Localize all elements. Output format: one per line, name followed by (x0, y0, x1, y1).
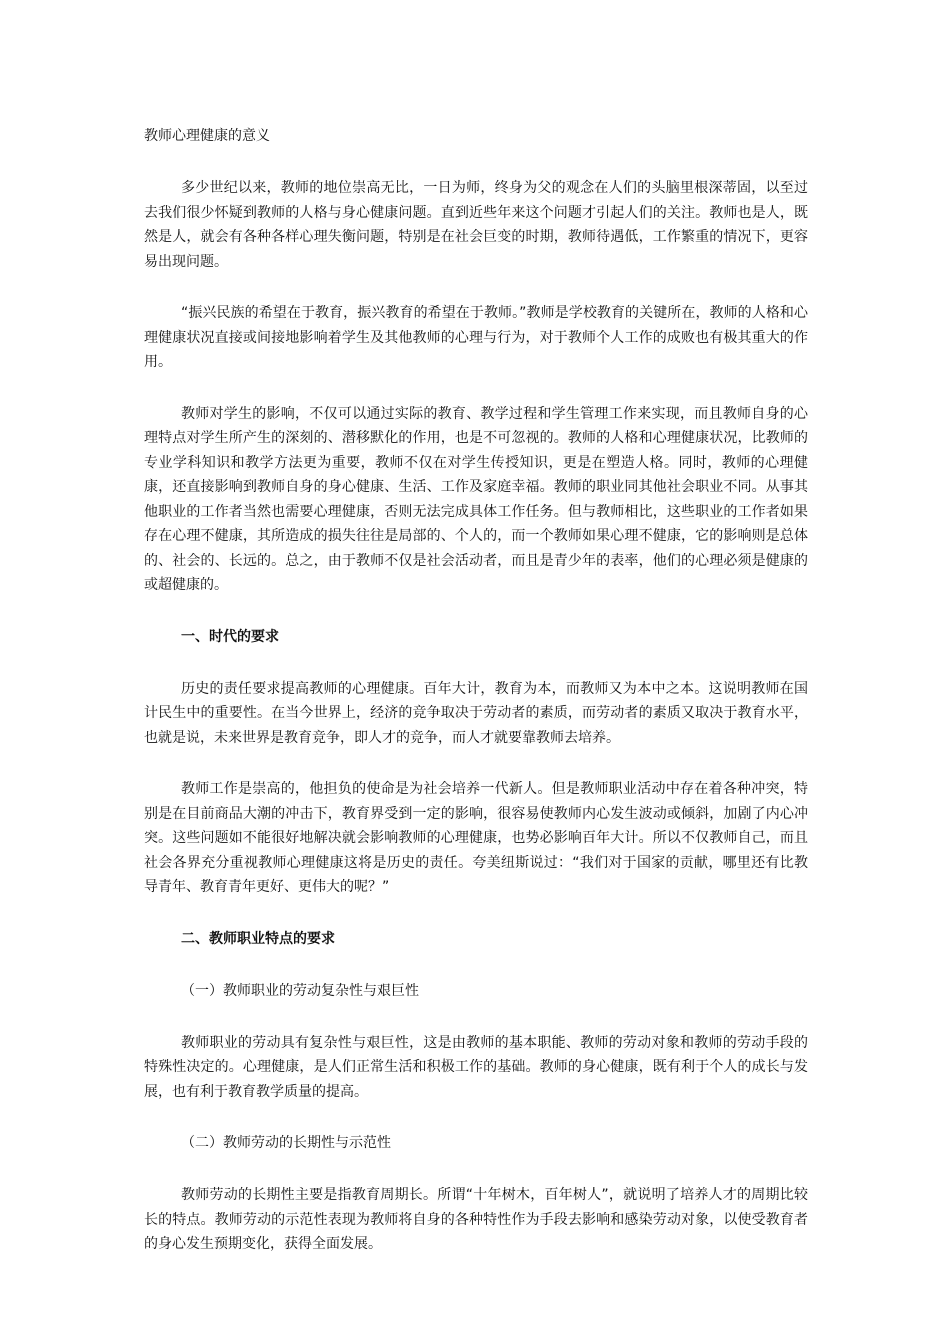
paragraph: 教师职业的劳动具有复杂性与艰巨性，这是由教师的基本职能、教师的劳动对象和教师的劳动手段的特殊性决定的。心理健康，是人们正常生活和积极工作的基础。教师的身心健康，既有利于个人的成长与发展，也有利于教育教学质量的提高。 (144, 1034, 808, 1100)
paragraph: 教师对学生的影响，不仅可以通过实际的教育、教学过程和学生管理工作来实现，而且教师自身的心理特点对学生所产生的深刻的、潜移默化的作用，也是不可忽视的。教师的人格和心理健康状况，比教师的专业学科知识和教学方法更为重要，教师不仅在对学生传授知识，更是在塑造人格。同时，教师的心理健康，还直接影响到教师自身的身心健康、生活、工作及家庭幸福。教师的职业同其他社会职业不同。从事其他职业的工作者当然也需要心理健康，否则无法完成具体工作任务。但与教师相比，这些职业的工作者如果存在心理不健康，其所造成的损失往往是局部的、个人的，而一个教师如果心理不健康，它的影响则是总体的、社会的、长远的。总之，由于教师不仅是社会活动者，而且是青少年的表率，他们的心理必须是健康的或超健康的。 (144, 405, 808, 593)
subsection-heading: （一）教师职业的劳动复杂性与艰巨性 (181, 982, 419, 999)
paragraph: “振兴民族的希望在于教育，振兴教育的希望在于教师。”教师是学校教育的关键所在，教师的人格和心理健康状况直接或间接地影响着学生及其他教师的心理与行为，对于教师个人工作的成败也有极其重大的作用。 (144, 305, 808, 370)
section-heading: 一、时代的要求 (181, 628, 279, 645)
paragraph: 教师劳动的长期性主要是指教育周期长。所谓“十年树木，百年树人”，就说明了培养人才的周期比较长的特点。教师劳动的示范性表现为教师将自身的各种特性作为手段去影响和感染劳动对象，以使受教育者的身心发生预期变化，获得全面发展。 (144, 1187, 808, 1252)
paragraph: 教师工作是崇高的，他担负的使命是为社会培养一代新人。但是教师职业活动中存在着各种冲突，特别是在目前商品大潮的冲击下，教育界受到一定的影响，很容易使教师内心发生波动或倾斜，加剧了内心冲突。这些问题如不能很好地解决就会影响教师的心理健康，也势必影响百年大计。所以不仅教师自己，而且社会各界充分重视教师心理健康这将是历史的责任。夸美纽斯说过：“我们对于国家的贡献，哪里还有比教导青年、教育青年更好、更伟大的呢？” (144, 781, 808, 895)
subsection-heading: （二）教师劳动的长期性与示范性 (181, 1135, 391, 1151)
section-heading: 二、教师职业特点的要求 (181, 930, 335, 947)
document-page (144, 124, 808, 1284)
paragraph: 历史的责任要求提高教师的心理健康。百年大计，教育为本，而教师又为本中之本。这说明教师在国计民生中的重要性。在当今世界上，经济的竞争取决于劳动者的素质，而劳动者的素质又取决于教育水平，也就是说，未来世界是教育竞争，即人才的竞争，而人才就要靠教师去培养。 (144, 680, 808, 746)
document-title: 教师心理健康的意义 (144, 128, 270, 144)
paragraph: 多少世纪以来，教师的地位崇高无比，一日为师，终身为父的观念在人们的头脑里根深蒂固，以至过去我们很少怀疑到教师的人格与身心健康问题。直到近些年来这个问题才引起人们的关注。教师也是人，既然是人，就会有各种各样心理失衡问题，特别是在社会巨变的时期，教师待遇低，工作繁重的情况下，更容易出现问题。 (144, 180, 808, 270)
